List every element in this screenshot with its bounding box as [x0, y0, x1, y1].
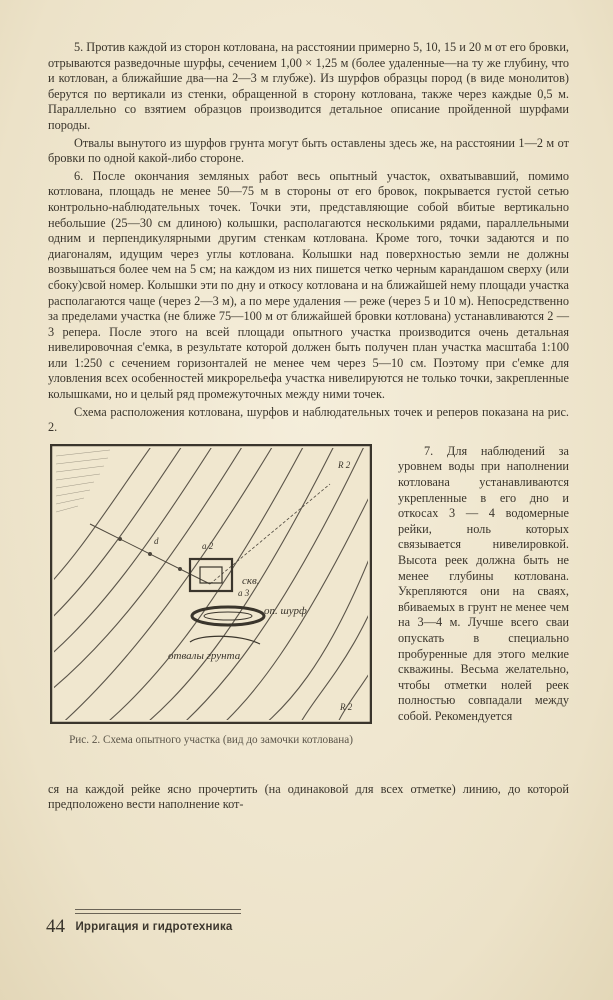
running-head: Ирригация и гидротехника: [75, 921, 233, 933]
figure-2: [50, 444, 374, 748]
figure-caption: Рис. 2. Схема опытного участка (вид до замочки котлована): [69, 733, 353, 746]
paragraph-6: 6. После окончания земляных работ весь опытный участок, охватывавший, помимо котлована, площадь не менее 50—75 м в стороны от его бровок, покрывается густой сетью контрольно-наблюдательных точек. Точки эти, представляющие собой вбитые вертикально небольшие (25—30 см длиною) колышки, располагаются несколькими рядами, параллельными одним и перпендикулярными другим стенкам котлована. Кроме того, точки задаются и по диагоналям, идущим через углы котлована. Колышки над поверхностью земли не должны возвышаться более чем на 5 см; на каждом из них пишется четко черным карандашом сверху (или сбоку)свой номер. Колышки эти по дну и откосу котлована и на ближайшей нему площади участка располагаются чаще (через 2—3 м), а по мере удаления — реже (через 5 и 10 м). Непосредственно за пределами участка (не ближе 75—100 м от ближайшей бровки котлована) устанавливаются 2 — 3 репера. После этого на всей площади опытного участка производится очень детальная нивелировочная с'емка, в результате которой должен быть получен план участка масштаба 1:100 или 1:250 с сечением горизонталей не менее чем через 5—10 см. Поэтому при с'емке для уловления всех особенностей микрорельефа участка нивелируются не только точки, закрепленные колышками, но и целый ряд промежуточных между ними точек.: [48, 168, 569, 402]
label-a3: a 3: [238, 587, 250, 598]
paragraph-5: 5. Против каждой из сторон котлована, на расстоянии примерно 5, 10, 15 и 20 м от его бровки, отрываются разведочные шурфы, сечением 1,00 × 1,25 м (более удаленные—на ту же глубину, что и котлован, а ближайшие два—на 2—3 м глубже). Из шурфов образцы пород (в виде монолитов) берутся по вертикали из стенки, обращенной в сторону котлована, также через каждые 0,5 м. Параллельно со взятием образцов производится детальное описание пройденной шурфами породы.: [48, 40, 569, 132]
label-op-shurf: оп. шурф: [264, 604, 307, 617]
label-skv: скв.: [242, 574, 260, 587]
page-number: 44: [46, 916, 65, 937]
label-a2: a 2: [202, 540, 214, 551]
footer-rule: [75, 909, 241, 914]
paragraph-dumps: Отвалы вынутого из шурфов грунта могут быть оставлены здесь же, на расстоянии 1—2 м от бровки по одной какой-либо стороне.: [48, 135, 569, 166]
label-r2-bottom: R 2: [340, 701, 353, 712]
paragraph-7: 7. Для наблюдений за уровнем воды при наполнении котлована устанавливаются укрепленные в его дно и откосах 3 — 4 водомерные рейки, ноль которых связывается нивелировкой. Высота реек должна быть не менее глубины котлована. Укрепляются они на сваях, вбиваемых в грунт не менее чем на 3—4 м. Лучше всего сваи опускать в специально пробуренные для этого мелкие скважины. Весьма желательно, чтобы отметки нолей реек полностью совпадали между собой. Рекомендуется: [398, 443, 569, 723]
page-footer: [46, 916, 246, 938]
side-text-column: [398, 444, 569, 725]
site-plan-diagram: [50, 444, 372, 724]
label-r2-top: R 2: [338, 459, 351, 470]
tail-text: [48, 782, 569, 813]
paragraph-7-continuation: ся на каждой рейке ясно прочертить (на одинаковой для всех отметке) линию, до которой предположено вести наполнение кот-: [48, 781, 569, 812]
label-d: d: [154, 535, 159, 546]
main-text-column: [48, 40, 569, 813]
figure-row: [48, 444, 569, 780]
paragraph-scheme-ref: Схема расположения котлована, шурфов и наблюдательных точек и реперов показана на рис. 2.: [48, 404, 569, 435]
label-otvaly: отвалы грунта: [168, 649, 241, 662]
